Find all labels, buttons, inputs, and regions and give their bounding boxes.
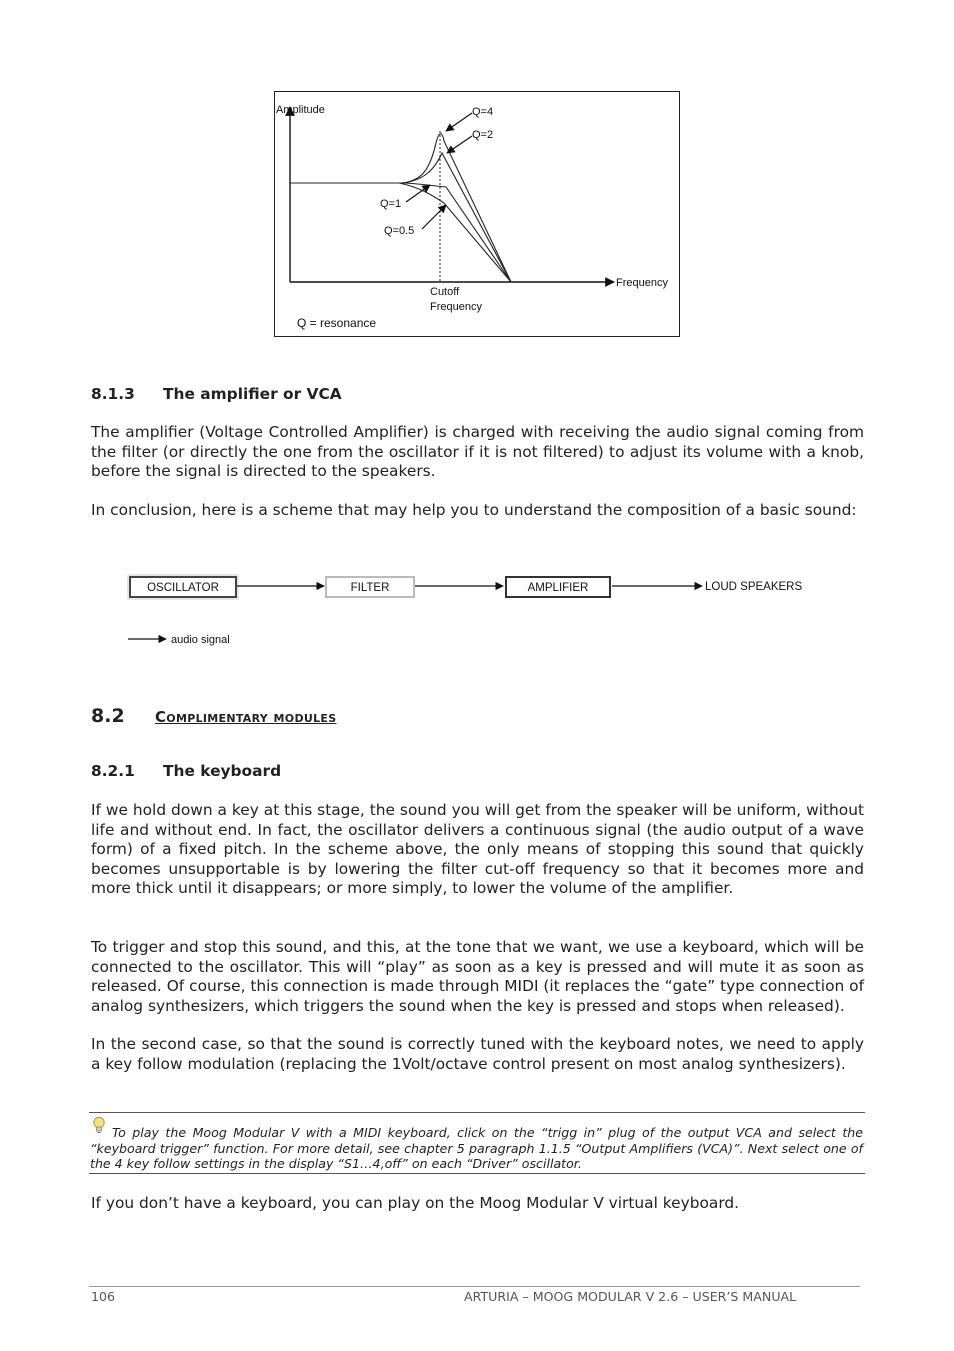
oscillator-box [128,575,238,599]
paragraph: In conclusion, here is a scheme that may help you to understand the composition of a basic sound: [91,501,857,519]
amplitude-label: Amplitude [276,104,325,116]
section-heading [91,700,336,728]
amplifier-label: AMPLIFIER [527,582,589,594]
paragraph: The amplifier (Voltage Controlled Amplifier) is charged with receiving the audio signal coming from the filter (or directly the one from the oscillator if it is not filtered) to adjust its volume with a knob, before the signal is directed to the speakers. [91,423,864,480]
q-label: Q=4 [472,106,494,118]
section-number: 8.2 [91,705,125,727]
note-box [89,1112,865,1174]
signal-chain-figure [120,568,820,663]
paragraph: If you don’t have a keyboard, you can play on the Moog Modular V virtual keyboard. [91,1194,740,1212]
cutoff-frequency-label: Frequency [430,301,482,313]
cutoff-label: Cutoff [430,286,460,298]
footer-title: ARTURIA – MOOG MODULAR V 2.6 – USER’S MANUAL [464,1289,797,1304]
page-number: 106 [91,1289,116,1304]
paragraph: In the second case, so that the sound is correctly tuned with the keyboard notes, we need to apply a key follow modulation (replacing the 1Volt/octave control present on most analog synthesizers). [91,1035,864,1073]
paragraph: To trigger and stop this sound, and this, at the tone that we want, we use a keyboard, which will be connected to the oscillator. This will “play” as soon as a key is pressed and will mute it as soon as released. Of course, this connection is made through MIDI (it replaces the “gate” type connection of analog synthesizers, which triggers the sound when the key is pressed and stops when released). [91,938,864,1015]
frequency-label: Frequency [616,277,668,289]
paragraph: If we hold down a key at this stage, the sound you will get from the speaker will be uniform, without life and without end. In fact, the oscillator delivers a continuous signal (the audio output of a wave form) of a fixed pitch. In the scheme above, the only means of stopping this sound that quickly becomes unsupportable is by lowering the filter cut-off frequency so that it becomes more and more thick until it disappears; or more simply, to lower the volume of the amplifier. [91,801,864,897]
section-number: 8.2.1 [91,762,135,780]
q-label: Q=0.5 [384,225,415,237]
footer-divider [89,1286,860,1287]
section-title: The amplifier or VCA [163,385,342,403]
loud-speakers-label: LOUD SPEAKERS [705,581,803,593]
q-label: Q=2 [472,129,494,141]
resonance-legend: Q = resonance [297,316,377,330]
filter-box [326,577,414,597]
amplifier-box [506,577,610,597]
audio-signal-legend: audio signal [171,634,230,646]
section-number: 8.1.3 [91,385,135,403]
filter-resonance-figure [274,91,680,337]
section-title: Complimentary modules [155,708,337,726]
oscillator-label: OSCILLATOR [147,582,219,594]
section-title: The keyboard [163,762,282,780]
section-heading [91,762,281,780]
note-text: To play the Moog Modular V with a MIDI keyboard, click on the “trigg in” plug of the output VCA and select the “keyboard trigger” function. For more detail, see chapter 5 paragraph 1.1.5 “Output Amplifiers (VCA)”. Next select one of the 4 key follow settings in the display “S1…4,off” on each “Driver” oscillator. [90,1125,863,1171]
filter-label: FILTER [350,582,390,594]
section-heading [91,385,342,403]
q-label: Q=1 [380,198,402,210]
